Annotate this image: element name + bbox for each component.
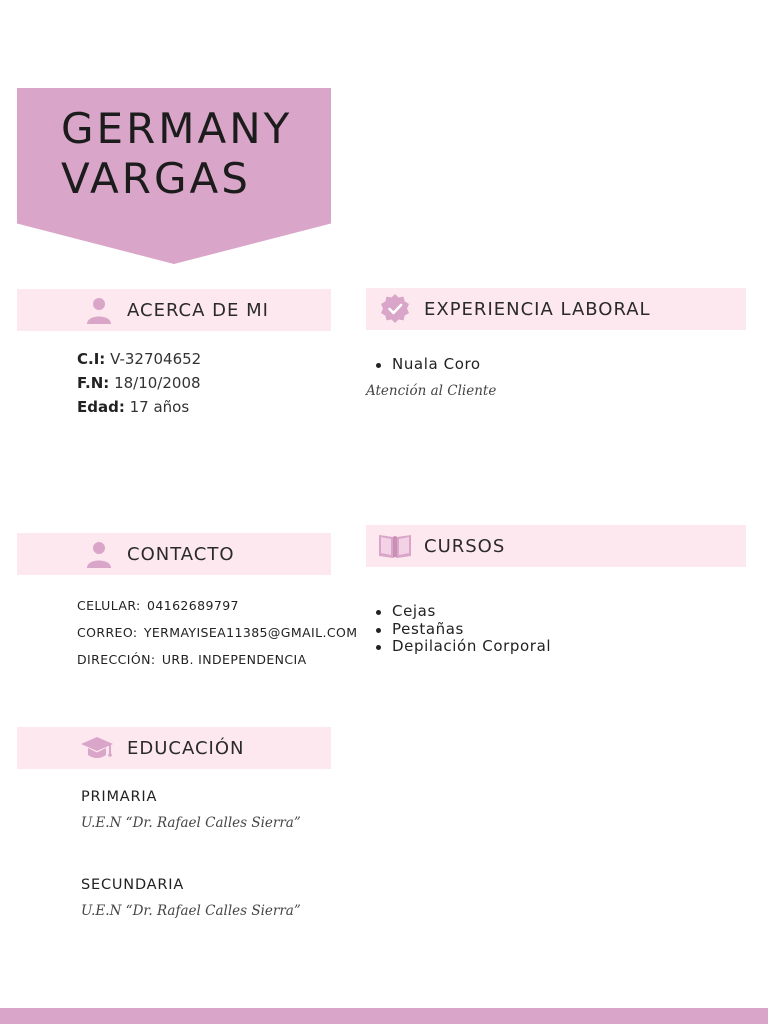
verified-badge-icon (379, 293, 411, 325)
contact-section-header (17, 533, 331, 575)
contact-email: CORREO: YERMAYISEA11385@GMAIL.COM (77, 625, 358, 640)
education-section-header (17, 727, 331, 769)
education-title: EDUCACIÓN (127, 737, 245, 759)
list-item: Pestañas (366, 621, 551, 639)
contact-title: CONTACTO (127, 543, 235, 565)
experience-role: Atención al Cliente (366, 383, 497, 399)
footer-bar (0, 1008, 768, 1024)
education-school: U.E.N “Dr. Rafael Calles Sierra” (81, 815, 301, 831)
education-school: U.E.N “Dr. Rafael Calles Sierra” (81, 903, 301, 919)
courses-section-header (366, 525, 746, 567)
first-name: GERMANY (61, 104, 293, 153)
about-section-header (17, 289, 331, 331)
full-name (61, 104, 292, 204)
list-item: Cejas (366, 603, 551, 621)
last-name: VARGAS (61, 154, 251, 203)
list-item: Depilación Corporal (366, 638, 551, 656)
contact-phone: CELULAR: 04162689797 (77, 598, 239, 613)
about-ci: C.I: V-32704652 (77, 350, 202, 368)
experience-section-header (366, 288, 746, 330)
person-icon (84, 539, 114, 569)
courses-list (366, 603, 551, 656)
education-level: PRIMARIA (81, 789, 158, 805)
about-fn: F.N: 18/10/2008 (77, 374, 201, 392)
education-level: SECUNDARIA (81, 877, 185, 893)
list-item: Nuala Coro (366, 356, 481, 374)
person-icon (84, 295, 114, 325)
experience-title: EXPERIENCIA LABORAL (424, 298, 651, 320)
about-age: Edad: 17 años (77, 398, 190, 416)
contact-address: DIRECCIÓN: URB. INDEPENDENCIA (77, 652, 307, 667)
experience-list (366, 356, 481, 374)
graduation-cap-icon (80, 733, 114, 763)
courses-title: CURSOS (424, 535, 506, 557)
open-book-icon (377, 531, 413, 561)
about-title: ACERCA DE MI (127, 299, 269, 321)
